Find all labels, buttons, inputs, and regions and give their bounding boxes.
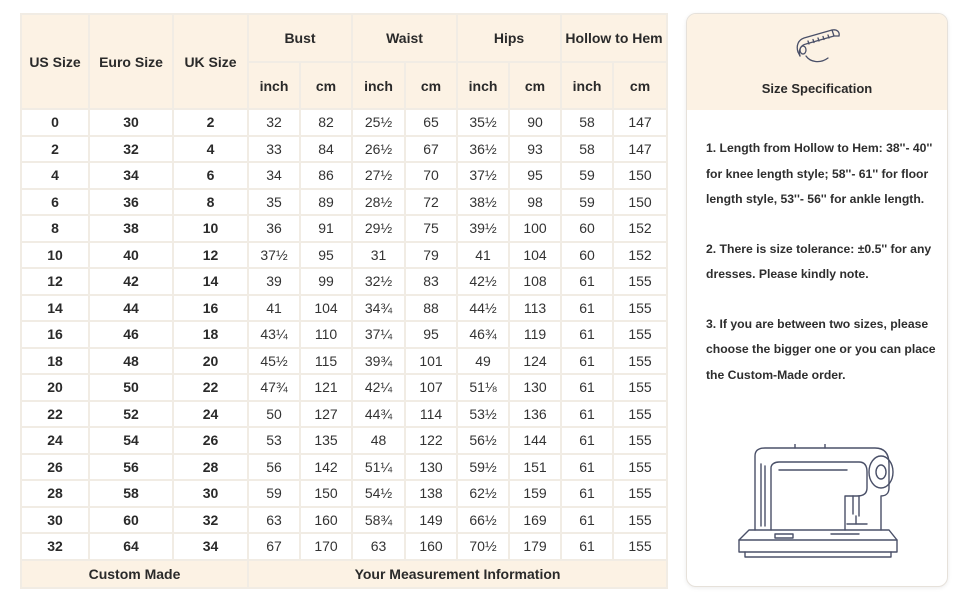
cell-bust-inch: 35 [248, 189, 300, 216]
cell-uk-size: 22 [173, 374, 248, 401]
size-specification-card [686, 13, 948, 587]
cell-waist-inch: 37¼ [352, 321, 405, 348]
cell-hips-cm: 108 [509, 268, 561, 295]
header-bust-inch: inch [248, 62, 300, 109]
cell-hollow-inch: 61 [561, 295, 613, 322]
cell-hollow-cm: 147 [613, 136, 667, 163]
cell-hips-inch: 70½ [457, 533, 509, 560]
cell-uk-size: 12 [173, 242, 248, 269]
cell-waist-inch: 32½ [352, 268, 405, 295]
cell-us-size: 24 [21, 427, 89, 454]
cell-us-size: 12 [21, 268, 89, 295]
cell-euro-size: 34 [89, 162, 173, 189]
table-row [21, 348, 667, 375]
cell-euro-size: 64 [89, 533, 173, 560]
cell-waist-cm: 95 [405, 321, 457, 348]
cell-hollow-inch: 59 [561, 162, 613, 189]
cell-hollow-cm: 155 [613, 348, 667, 375]
cell-hips-inch: 46¾ [457, 321, 509, 348]
cell-us-size: 10 [21, 242, 89, 269]
cell-hips-cm: 104 [509, 242, 561, 269]
cell-hollow-cm: 152 [613, 242, 667, 269]
cell-waist-inch: 63 [352, 533, 405, 560]
cell-hips-cm: 100 [509, 215, 561, 242]
cell-waist-cm: 88 [405, 295, 457, 322]
cell-uk-size: 20 [173, 348, 248, 375]
cell-waist-cm: 75 [405, 215, 457, 242]
cell-hips-cm: 159 [509, 480, 561, 507]
cell-hips-cm: 151 [509, 454, 561, 481]
cell-us-size: 0 [21, 109, 89, 136]
measuring-tape-icon [792, 26, 842, 75]
cell-hollow-inch: 58 [561, 136, 613, 163]
cell-hollow-cm: 152 [613, 215, 667, 242]
cell-hollow-cm: 155 [613, 401, 667, 428]
cell-bust-cm: 86 [300, 162, 352, 189]
cell-euro-size: 60 [89, 507, 173, 534]
cell-hollow-cm: 155 [613, 454, 667, 481]
cell-us-size: 4 [21, 162, 89, 189]
cell-hollow-cm: 155 [613, 321, 667, 348]
header-hollow-to-hem: Hollow to Hem [561, 14, 667, 62]
cell-hollow-cm: 150 [613, 189, 667, 216]
cell-hollow-cm: 155 [613, 480, 667, 507]
size-table [20, 13, 668, 589]
cell-euro-size: 42 [89, 268, 173, 295]
table-row [21, 136, 667, 163]
spec-note-3: 3. If you are between two sizes, please choose the bigger one or you can place the Custom-Made order. [706, 316, 936, 382]
cell-us-size: 32 [21, 533, 89, 560]
cell-waist-cm: 65 [405, 109, 457, 136]
cell-us-size: 22 [21, 401, 89, 428]
cell-bust-cm: 95 [300, 242, 352, 269]
spec-notes [706, 136, 940, 412]
cell-bust-inch: 53 [248, 427, 300, 454]
cell-bust-inch: 47¾ [248, 374, 300, 401]
cell-bust-inch: 59 [248, 480, 300, 507]
cell-uk-size: 18 [173, 321, 248, 348]
cell-euro-size: 38 [89, 215, 173, 242]
cell-bust-cm: 82 [300, 109, 352, 136]
cell-hips-inch: 42½ [457, 268, 509, 295]
cell-bust-inch: 63 [248, 507, 300, 534]
sewing-machine-icon [735, 444, 905, 569]
header-bust: Bust [248, 14, 352, 62]
cell-bust-cm: 142 [300, 454, 352, 481]
cell-euro-size: 30 [89, 109, 173, 136]
cell-waist-cm: 149 [405, 507, 457, 534]
table-row [21, 215, 667, 242]
cell-bust-inch: 45½ [248, 348, 300, 375]
cell-us-size: 16 [21, 321, 89, 348]
header-bust-cm: cm [300, 62, 352, 109]
cell-waist-cm: 70 [405, 162, 457, 189]
cell-hollow-inch: 60 [561, 242, 613, 269]
table-row [21, 533, 667, 560]
cell-hollow-inch: 61 [561, 507, 613, 534]
cell-hips-cm: 95 [509, 162, 561, 189]
cell-us-size: 30 [21, 507, 89, 534]
cell-bust-inch: 39 [248, 268, 300, 295]
cell-hips-cm: 119 [509, 321, 561, 348]
cell-bust-inch: 37½ [248, 242, 300, 269]
cell-bust-cm: 91 [300, 215, 352, 242]
cell-bust-cm: 135 [300, 427, 352, 454]
cell-euro-size: 54 [89, 427, 173, 454]
cell-waist-inch: 27½ [352, 162, 405, 189]
cell-hollow-cm: 155 [613, 295, 667, 322]
spec-note-1: 1. Length from Hollow to Hem: 38''- 40'' for knee length style; 58''- 61'' for floor length style, 53''- 56'' for ankle length. [706, 141, 933, 206]
cell-euro-size: 56 [89, 454, 173, 481]
cell-hollow-cm: 155 [613, 507, 667, 534]
cell-hips-cm: 98 [509, 189, 561, 216]
cell-hips-inch: 56½ [457, 427, 509, 454]
cell-bust-cm: 150 [300, 480, 352, 507]
cell-uk-size: 4 [173, 136, 248, 163]
cell-hollow-cm: 147 [613, 109, 667, 136]
cell-waist-inch: 48 [352, 427, 405, 454]
cell-us-size: 8 [21, 215, 89, 242]
cell-waist-cm: 79 [405, 242, 457, 269]
cell-waist-inch: 28½ [352, 189, 405, 216]
cell-waist-inch: 58¾ [352, 507, 405, 534]
cell-uk-size: 28 [173, 454, 248, 481]
custom-made-label: Custom Made [21, 560, 248, 588]
cell-hips-inch: 44½ [457, 295, 509, 322]
cell-hollow-cm: 155 [613, 533, 667, 560]
cell-bust-inch: 41 [248, 295, 300, 322]
cell-euro-size: 50 [89, 374, 173, 401]
size-rows [21, 109, 667, 560]
cell-waist-inch: 26½ [352, 136, 405, 163]
cell-us-size: 26 [21, 454, 89, 481]
cell-waist-cm: 138 [405, 480, 457, 507]
cell-waist-inch: 42¼ [352, 374, 405, 401]
cell-bust-cm: 170 [300, 533, 352, 560]
your-measurement-label: Your Measurement Information [248, 560, 667, 588]
table-row [21, 268, 667, 295]
cell-hollow-inch: 59 [561, 189, 613, 216]
cell-euro-size: 46 [89, 321, 173, 348]
cell-hollow-inch: 61 [561, 348, 613, 375]
cell-hips-inch: 59½ [457, 454, 509, 481]
cell-uk-size: 2 [173, 109, 248, 136]
cell-waist-inch: 25½ [352, 109, 405, 136]
cell-bust-inch: 50 [248, 401, 300, 428]
table-row [21, 321, 667, 348]
cell-us-size: 20 [21, 374, 89, 401]
cell-waist-inch: 39¾ [352, 348, 405, 375]
cell-hips-inch: 66½ [457, 507, 509, 534]
cell-bust-cm: 127 [300, 401, 352, 428]
cell-bust-cm: 121 [300, 374, 352, 401]
table-row [21, 295, 667, 322]
cell-waist-cm: 114 [405, 401, 457, 428]
cell-bust-cm: 84 [300, 136, 352, 163]
cell-us-size: 18 [21, 348, 89, 375]
cell-waist-cm: 83 [405, 268, 457, 295]
cell-euro-size: 58 [89, 480, 173, 507]
cell-hips-cm: 124 [509, 348, 561, 375]
cell-hips-inch: 53½ [457, 401, 509, 428]
table-row [21, 480, 667, 507]
cell-waist-cm: 101 [405, 348, 457, 375]
cell-hollow-inch: 58 [561, 109, 613, 136]
cell-bust-inch: 56 [248, 454, 300, 481]
cell-hollow-inch: 61 [561, 321, 613, 348]
header-uk-size: UK Size [173, 14, 248, 109]
cell-hollow-cm: 155 [613, 268, 667, 295]
cell-hips-inch: 51⅛ [457, 374, 509, 401]
cell-hips-inch: 62½ [457, 480, 509, 507]
cell-waist-cm: 130 [405, 454, 457, 481]
cell-hollow-cm: 155 [613, 427, 667, 454]
cell-hips-inch: 39½ [457, 215, 509, 242]
cell-us-size: 2 [21, 136, 89, 163]
cell-bust-inch: 36 [248, 215, 300, 242]
table-row [21, 374, 667, 401]
cell-uk-size: 16 [173, 295, 248, 322]
cell-hips-cm: 113 [509, 295, 561, 322]
cell-waist-cm: 67 [405, 136, 457, 163]
cell-hollow-inch: 61 [561, 454, 613, 481]
header-hips-cm: cm [509, 62, 561, 109]
cell-uk-size: 14 [173, 268, 248, 295]
cell-euro-size: 36 [89, 189, 173, 216]
cell-bust-inch: 33 [248, 136, 300, 163]
cell-hips-inch: 38½ [457, 189, 509, 216]
cell-uk-size: 10 [173, 215, 248, 242]
cell-bust-cm: 160 [300, 507, 352, 534]
cell-hollow-inch: 60 [561, 215, 613, 242]
table-row [21, 427, 667, 454]
cell-hips-cm: 136 [509, 401, 561, 428]
header-hips: Hips [457, 14, 561, 62]
table-row [21, 454, 667, 481]
cell-hips-inch: 35½ [457, 109, 509, 136]
cell-waist-inch: 34¾ [352, 295, 405, 322]
cell-uk-size: 26 [173, 427, 248, 454]
header-waist: Waist [352, 14, 457, 62]
cell-bust-cm: 89 [300, 189, 352, 216]
table-row [21, 507, 667, 534]
table-row [21, 189, 667, 216]
cell-waist-cm: 72 [405, 189, 457, 216]
cell-hips-cm: 179 [509, 533, 561, 560]
cell-us-size: 28 [21, 480, 89, 507]
table-row [21, 401, 667, 428]
cell-bust-inch: 34 [248, 162, 300, 189]
header-waist-inch: inch [352, 62, 405, 109]
cell-waist-inch: 54½ [352, 480, 405, 507]
cell-bust-inch: 32 [248, 109, 300, 136]
cell-waist-cm: 160 [405, 533, 457, 560]
cell-hollow-inch: 61 [561, 480, 613, 507]
header-waist-cm: cm [405, 62, 457, 109]
cell-bust-cm: 115 [300, 348, 352, 375]
cell-euro-size: 52 [89, 401, 173, 428]
cell-euro-size: 44 [89, 295, 173, 322]
cell-waist-inch: 51¼ [352, 454, 405, 481]
cell-hips-cm: 90 [509, 109, 561, 136]
cell-hollow-inch: 61 [561, 401, 613, 428]
header-hips-inch: inch [457, 62, 509, 109]
cell-waist-cm: 122 [405, 427, 457, 454]
spec-header [687, 14, 947, 110]
cell-euro-size: 40 [89, 242, 173, 269]
cell-hips-inch: 41 [457, 242, 509, 269]
cell-hips-cm: 169 [509, 507, 561, 534]
cell-hollow-inch: 61 [561, 533, 613, 560]
cell-waist-inch: 44¾ [352, 401, 405, 428]
cell-waist-cm: 107 [405, 374, 457, 401]
header-hollow-inch: inch [561, 62, 613, 109]
cell-euro-size: 48 [89, 348, 173, 375]
cell-hips-inch: 36½ [457, 136, 509, 163]
header-hollow-cm: cm [613, 62, 667, 109]
cell-uk-size: 24 [173, 401, 248, 428]
cell-uk-size: 30 [173, 480, 248, 507]
cell-hips-cm: 130 [509, 374, 561, 401]
header-euro-size: Euro Size [89, 14, 173, 109]
cell-hollow-cm: 150 [613, 162, 667, 189]
table-row [21, 109, 667, 136]
cell-hips-cm: 144 [509, 427, 561, 454]
cell-bust-cm: 99 [300, 268, 352, 295]
cell-hips-inch: 49 [457, 348, 509, 375]
cell-uk-size: 8 [173, 189, 248, 216]
cell-hips-cm: 93 [509, 136, 561, 163]
table-row [21, 162, 667, 189]
spec-title: Size Specification [761, 81, 873, 96]
spec-note-2: 2. There is size tolerance: ±0.5'' for any dresses. Please kindly note. [706, 241, 932, 281]
cell-euro-size: 32 [89, 136, 173, 163]
cell-waist-inch: 31 [352, 242, 405, 269]
cell-uk-size: 6 [173, 162, 248, 189]
cell-waist-inch: 29½ [352, 215, 405, 242]
cell-hips-inch: 37½ [457, 162, 509, 189]
cell-bust-inch: 67 [248, 533, 300, 560]
table-row [21, 242, 667, 269]
cell-hollow-inch: 61 [561, 374, 613, 401]
cell-hollow-inch: 61 [561, 268, 613, 295]
size-chart [20, 13, 666, 590]
cell-hollow-cm: 155 [613, 374, 667, 401]
cell-uk-size: 34 [173, 533, 248, 560]
cell-us-size: 6 [21, 189, 89, 216]
cell-uk-size: 32 [173, 507, 248, 534]
cell-bust-cm: 110 [300, 321, 352, 348]
cell-bust-inch: 43¼ [248, 321, 300, 348]
header-us-size: US Size [21, 14, 89, 109]
cell-us-size: 14 [21, 295, 89, 322]
cell-hollow-inch: 61 [561, 427, 613, 454]
cell-bust-cm: 104 [300, 295, 352, 322]
